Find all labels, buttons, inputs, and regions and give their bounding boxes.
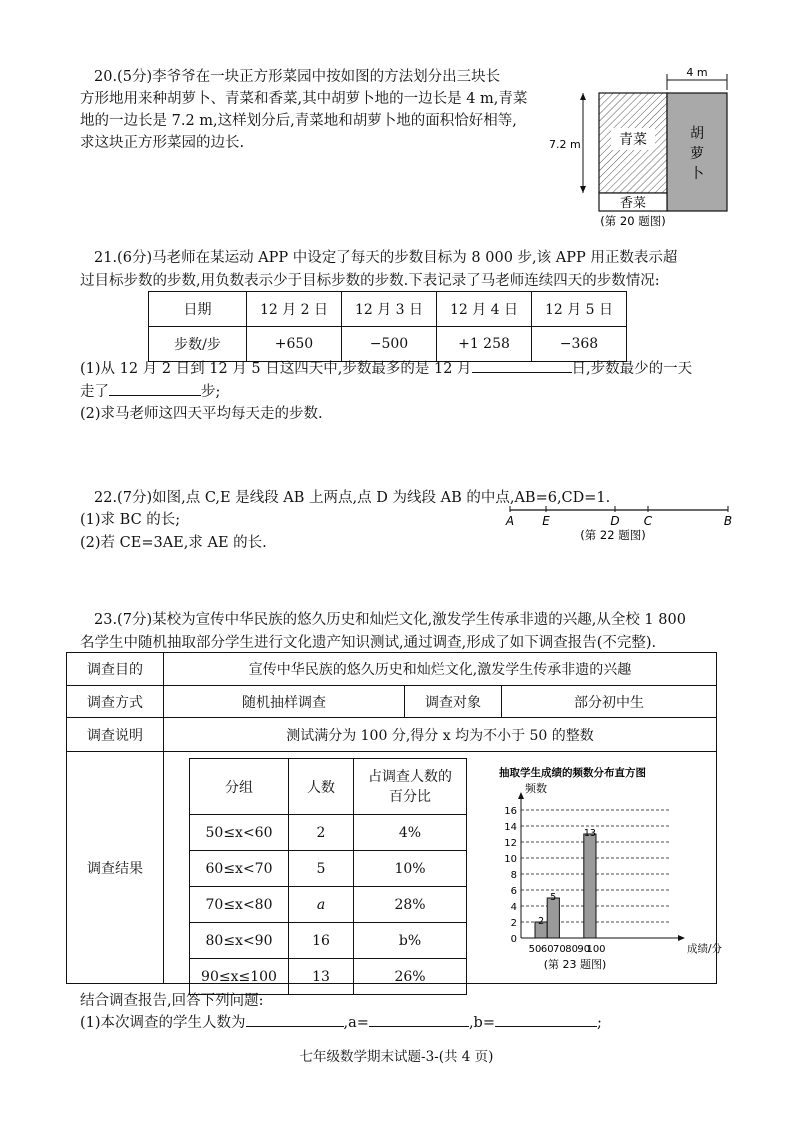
- q22-segment-figure: [500, 500, 740, 546]
- q23-part1-text-d: ;: [597, 1015, 602, 1031]
- bar-data-label: 2: [538, 916, 545, 927]
- table-cell: 16: [289, 923, 354, 959]
- report-label-method: 调查方式: [67, 686, 164, 718]
- q22-part1: (1)求 BC 的长;: [80, 512, 181, 528]
- point-d-label: D: [610, 514, 620, 528]
- chart-title: 抽取学生成绩的频数分布直方图: [499, 767, 646, 779]
- x-tick-label: 70: [553, 944, 566, 955]
- dim-4m-label: 4 m: [686, 66, 708, 79]
- table-cell: −500: [342, 327, 437, 362]
- report-method: 随机抽样调查: [164, 686, 405, 718]
- dim-72m-label: 7.2 m: [549, 138, 581, 151]
- huluobo-char-2: 萝: [690, 146, 704, 162]
- q21-line-1: 21.(6分)马老师在某运动 APP 中设定了每天的步数目标为 8 000 步,该 APP 用正数表示超: [94, 250, 678, 266]
- q21-part1-text-d: 步;: [201, 384, 221, 400]
- y-axis-arrow: [518, 792, 524, 799]
- bar-data-label: 13: [583, 828, 596, 839]
- table-cell: 12 月 4 日: [437, 292, 532, 327]
- xiangcai-label: 香菜: [619, 196, 647, 211]
- x-tick-label: 50: [528, 944, 542, 955]
- q23-after-text: 结合调查报告,回答下列问题:: [80, 993, 264, 1009]
- table-header: 人数: [289, 759, 354, 815]
- point-a-label: A: [505, 514, 515, 528]
- table-row: [67, 718, 717, 752]
- y-axis-label: 频数: [525, 782, 547, 795]
- table-cell: +1 258: [437, 327, 532, 362]
- table-cell: a: [289, 887, 354, 923]
- y-tick-label: 8: [510, 870, 517, 881]
- table-cell: 4%: [354, 815, 467, 851]
- x-tick-label: 100: [586, 944, 606, 955]
- q22-line: 22.(7分)如图,点 C,E 是线段 AB 上两点,点 D 为线段 AB 的中点,AB=6,CD=1.: [94, 490, 611, 506]
- q21-part1-text-b: 日,步数最少的一天: [571, 361, 693, 377]
- q22-part2: (2)若 CE=3AE,求 AE 的长.: [80, 535, 267, 551]
- y-tick-label: 6: [510, 886, 517, 897]
- report-label-note: 调查说明: [67, 718, 164, 752]
- point-e-label: E: [542, 514, 550, 528]
- table-cell: 60≤x<70: [190, 851, 289, 887]
- table-cell: −368: [532, 327, 627, 362]
- table-cell: 步数/步: [149, 327, 247, 362]
- huluobo-char-3: 卜: [690, 166, 704, 182]
- q23-part1-text-c: ,b=: [468, 1015, 495, 1031]
- table-cell: 28%: [354, 887, 467, 923]
- table-cell: 12 月 3 日: [342, 292, 437, 327]
- table-cell: 2: [289, 815, 354, 851]
- table-cell: 90≤x≤100: [190, 959, 289, 995]
- q23-part1: [80, 1012, 602, 1034]
- table-cell: 10%: [354, 851, 467, 887]
- q21-line-2: 过目标步数的步数,用负数表示少于目标步数的步数.下表记录了马老师连续四天的步数情况:: [80, 273, 660, 289]
- x-axis-label: 成绩/分: [687, 943, 723, 955]
- q20-line-1: 20.(5分)李爷爷在一块正方形菜园中按如图的方法划分出三块长: [94, 69, 501, 85]
- table-cell: b%: [354, 923, 467, 959]
- q23-part1-text-a: (1)本次调查的学生人数为: [80, 1015, 246, 1031]
- x-tick-label: 90: [577, 944, 591, 955]
- histogram-bar: [547, 898, 559, 938]
- table-row: [190, 851, 467, 887]
- answer-blank-b[interactable]: [495, 1012, 597, 1027]
- q20-line-3: 地的一边长是 7.2 m,这样划分后,青菜地和胡萝卜地的面积恰好相等,: [80, 113, 517, 129]
- q22-caption: (第 22 题图): [580, 528, 646, 542]
- chart-caption: (第 23 题图): [543, 958, 607, 971]
- table-header: 分组: [190, 759, 289, 815]
- huluobo-char-1: 胡: [690, 126, 704, 142]
- x-tick-label: 60: [540, 944, 554, 955]
- answer-blank-total[interactable]: [246, 1012, 344, 1027]
- y-tick-label-zero: 0: [510, 934, 517, 945]
- table-cell: 80≤x<90: [190, 923, 289, 959]
- table-row: [190, 759, 467, 815]
- report-label-result: 调查结果: [67, 752, 164, 984]
- qingcai-label: 青菜: [619, 132, 647, 148]
- histogram-chart: [495, 762, 723, 978]
- q23-frequency-table: [189, 758, 467, 995]
- q21-steps-table: [148, 291, 627, 362]
- table-cell: 50≤x<60: [190, 815, 289, 851]
- report-object: 部分初中生: [502, 686, 717, 718]
- y-tick-label: 2: [510, 918, 517, 929]
- q20-line-2: 方形地用来种胡萝卜、青菜和香菜,其中胡萝卜地的一边长是 4 m,青菜: [80, 91, 528, 107]
- q23-line-2: 名学生中随机抽取部分学生进行文化遗产知识测试,通过调查,形成了如下调查报告(不完整).: [80, 635, 657, 651]
- y-tick-label: 10: [504, 854, 517, 865]
- table-cell: 12 月 5 日: [532, 292, 627, 327]
- table-cell: 13: [289, 959, 354, 995]
- y-tick-label: 4: [510, 902, 517, 913]
- report-purpose: 宣传中华民族的悠久历史和灿烂文化,激发学生传承非遗的兴趣: [164, 653, 717, 686]
- q23-part1-text-b: ,a=: [343, 1015, 369, 1031]
- table-row: [190, 887, 467, 923]
- y-tick-label: 14: [504, 822, 517, 833]
- answer-blank-steps[interactable]: [109, 381, 201, 396]
- table-cell: 日期: [149, 292, 247, 327]
- q21-part1-line1: [80, 358, 692, 380]
- table-cell: 70≤x<80: [190, 887, 289, 923]
- report-note: 测试满分为 100 分,得分 x 均为不小于 50 的整数: [164, 718, 717, 752]
- q21-part1-text-c: 走了: [80, 384, 109, 400]
- table-row: [149, 327, 627, 362]
- histogram-bar: [584, 834, 596, 938]
- table-row: [190, 815, 467, 851]
- table-header: 占调查人数的百分比: [354, 759, 467, 815]
- q23-line-1: 23.(7分)某校为宣传中华民族的悠久历史和灿烂文化,激发学生传承非遗的兴趣,从全校 1 800: [94, 612, 686, 628]
- q21-part2: (2)求马老师这四天平均每天走的步数.: [80, 406, 323, 422]
- q20-figure: [545, 62, 735, 232]
- table-cell: +650: [247, 327, 342, 362]
- bar-data-label: 5: [550, 892, 557, 903]
- answer-blank-day[interactable]: [472, 358, 572, 373]
- page-footer: 七年级数学期末试题-3-(共 4 页): [299, 1049, 494, 1065]
- point-b-label: B: [723, 514, 733, 528]
- table-cell: 5: [289, 851, 354, 887]
- q20-line-4: 求这块正方形菜园的边长.: [80, 135, 245, 151]
- table-cell: 26%: [354, 959, 467, 995]
- table-row: [67, 653, 717, 686]
- q21-part1-text-a: (1)从 12 月 2 日到 12 月 5 日这四天中,步数最多的是 12 月: [80, 361, 472, 377]
- q20-caption: (第 20 题图): [600, 214, 666, 228]
- table-row: [190, 923, 467, 959]
- report-label-object: 调查对象: [405, 686, 502, 718]
- x-tick-label: 80: [565, 944, 578, 955]
- answer-blank-a[interactable]: [369, 1012, 469, 1027]
- table-row: [67, 686, 717, 718]
- table-cell: 12 月 2 日: [247, 292, 342, 327]
- y-tick-label: 12: [504, 838, 517, 849]
- q21-part1-line2: [80, 381, 220, 403]
- y-tick-label: 16: [504, 806, 517, 817]
- point-c-label: C: [643, 514, 653, 528]
- report-label-purpose: 调查目的: [67, 653, 164, 686]
- table-row: [149, 292, 627, 327]
- x-axis-arrow: [678, 935, 685, 941]
